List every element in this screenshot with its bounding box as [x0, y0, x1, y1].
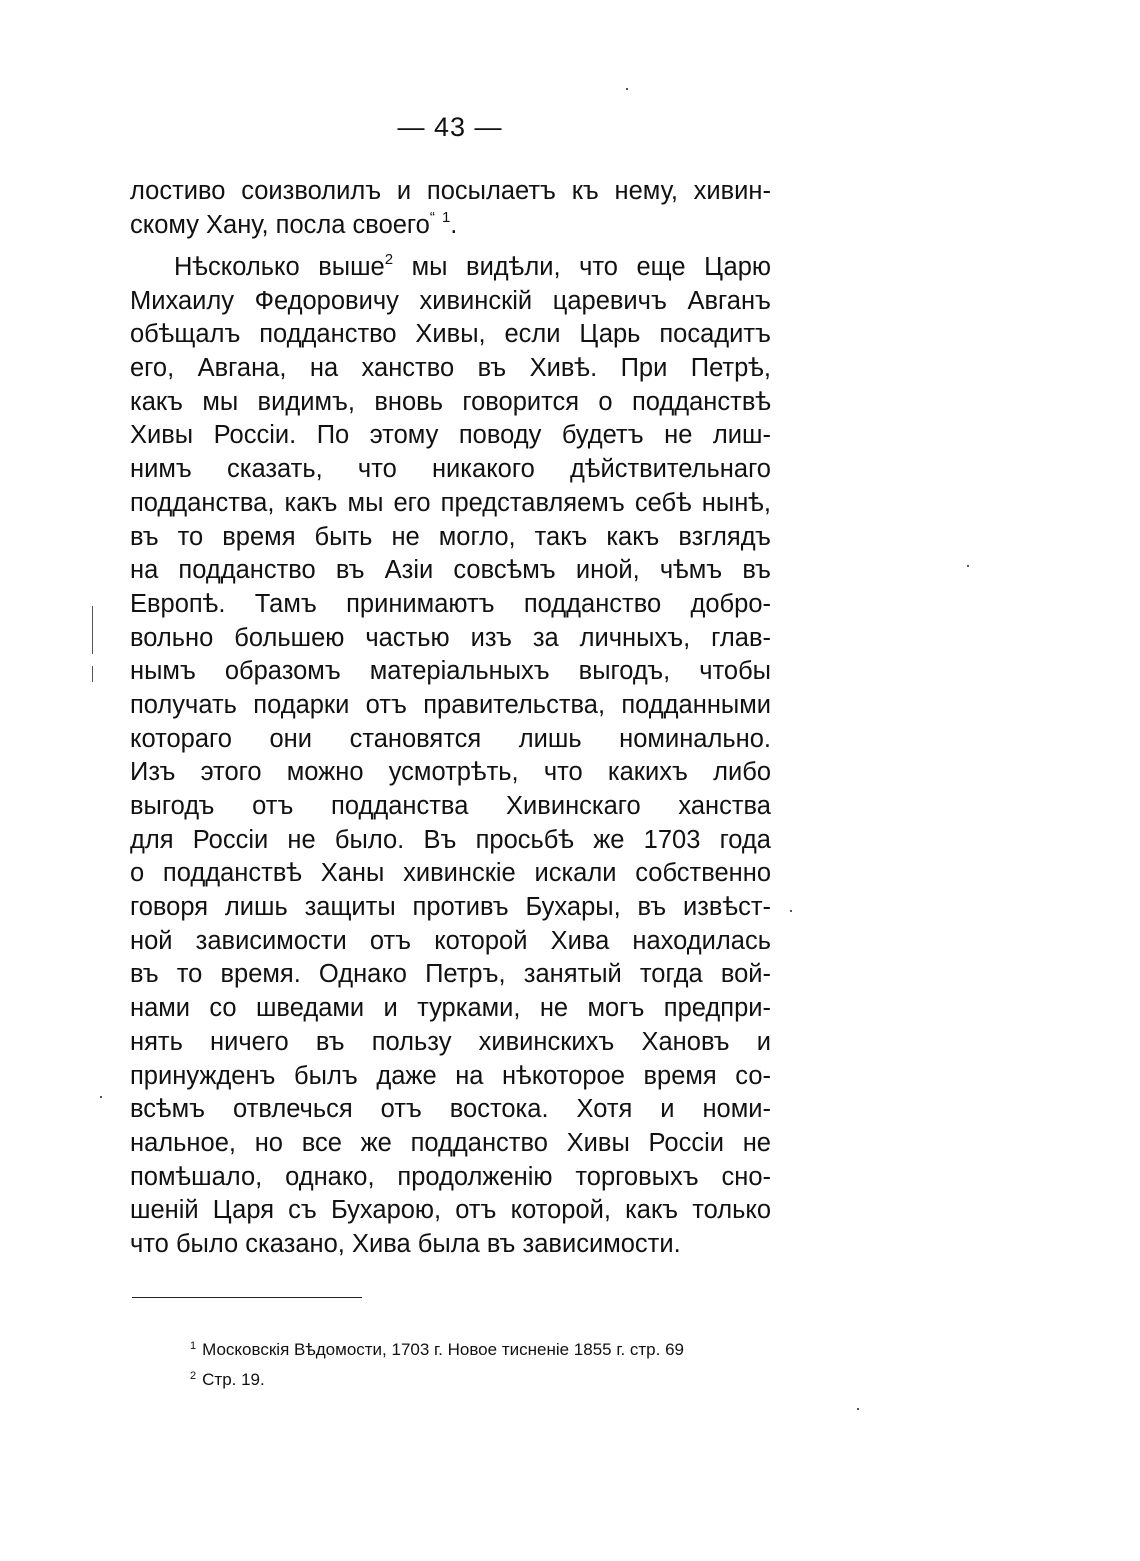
- text-line: котораго они становятся лишь номинально.: [130, 724, 771, 753]
- text-line: Михаилу Федоровичу хивинскій царевичъ Авганъ: [130, 286, 771, 315]
- text-line: ной зависимости отъ которой Хива находилась: [130, 926, 771, 955]
- text-line: Хивы Россіи. По этому поводу будетъ не лиш-: [130, 421, 771, 450]
- text-line: принужденъ былъ даже на нѣкоторое время со-: [130, 1061, 771, 1090]
- paragraph-1: [130, 175, 771, 242]
- line-start: Нѣсколько выше: [174, 253, 385, 281]
- footnote-divider: [132, 1297, 362, 1298]
- text-line: Изъ этого можно усмотрѣть, что какихъ либо: [130, 758, 771, 787]
- text-line: подданства, какъ мы его представляемъ себѣ нынѣ,: [130, 488, 771, 517]
- text-line: что было сказано, Хива была въ зависимости.: [130, 1229, 681, 1258]
- scan-artifact: [967, 565, 969, 567]
- footnote-item: [190, 1333, 790, 1363]
- text-line: его, Авгана, на ханство въ Хивѣ. При Петрѣ,: [130, 354, 771, 383]
- footnote-mark: 1: [190, 1340, 197, 1352]
- text-line: [130, 209, 771, 243]
- scan-artifact: [92, 606, 93, 654]
- scan-artifact: [100, 1096, 102, 1098]
- scan-artifact: [626, 88, 628, 90]
- footnote-mark: 2: [190, 1370, 197, 1382]
- text-line: нымъ образомъ матеріальныхъ выгодъ, чтобы: [130, 657, 771, 686]
- text-line: выгодъ отъ подданства Хивинскаго ханства: [130, 792, 771, 820]
- page-number: — 43 —: [397, 112, 503, 142]
- text-line: нять ничего въ пользу хивинскихъ Хановъ и: [130, 1027, 771, 1056]
- text-line: говоря лишь защиты противъ Бухары, въ извѣст-: [130, 893, 771, 922]
- footnote-item: [190, 1363, 790, 1393]
- text-line: лостиво соизволилъ и посылаетъ къ нему, хивин-: [130, 177, 771, 205]
- text-line: о подданствѣ Ханы хивинскіе искали собственно: [130, 859, 771, 888]
- text-line: въ то время быть не могло, такъ какъ взглядъ: [130, 522, 771, 551]
- text-line: нами со шведами и турками, не могъ предпри-: [130, 994, 771, 1023]
- scan-artifact: [857, 1408, 859, 1410]
- scan-artifact: [790, 910, 792, 912]
- text-line: [130, 251, 771, 285]
- text-line: помѣшало, однако, продолженію торговыхъ сно-: [130, 1162, 771, 1191]
- footnotes: [190, 1333, 790, 1393]
- text-line: вольно большею частью изъ за личныхъ, глав-: [130, 623, 771, 652]
- paragraph-2: [130, 251, 771, 1262]
- footnote-text: Стр. 19.: [202, 1370, 265, 1389]
- text-line: получать подарки отъ правительства, подданными: [130, 690, 771, 719]
- text-line: нимъ сказать, что никакого дѣйствительнаго: [130, 455, 771, 484]
- text-line: на подданство въ Азіи совсѣмъ иной, чѣмъ въ: [130, 556, 771, 585]
- footnote-ref-2: 2: [384, 251, 394, 268]
- text-line: въ то время. Однако Петръ, занятый тогда вой-: [130, 960, 771, 989]
- text-line: обѣщалъ подданство Хивы, если Царь посадитъ: [130, 320, 771, 349]
- line-text: скому Хану, посла своего: [130, 210, 430, 239]
- footnote-ref-1: 1: [441, 208, 451, 226]
- text-line: нальное, но все же подданство Хивы Россіи не: [130, 1128, 771, 1157]
- text-line: шеній Царя съ Бухарою, отъ которой, какъ только: [130, 1196, 771, 1225]
- text-line: всѣмъ отвлечься отъ востока. Хотя и номи-: [130, 1095, 771, 1124]
- text-line: Европѣ. Тамъ принимаютъ подданство добро-: [130, 589, 771, 618]
- scan-artifact: [92, 666, 93, 682]
- footnote-text: Московскія Вѣдомости, 1703 г. Новое тисненіе 1855 г. стр. 69: [202, 1340, 684, 1359]
- text-line: для Россіи не было. Въ просьбѣ же 1703 года: [130, 825, 771, 854]
- line-end: .: [450, 210, 458, 239]
- line-end: мы видѣли, что еще Царю: [393, 253, 771, 281]
- text-line: какъ мы видимъ, вновь говорится о подданствѣ: [130, 387, 771, 416]
- quote-mark: “: [429, 208, 435, 226]
